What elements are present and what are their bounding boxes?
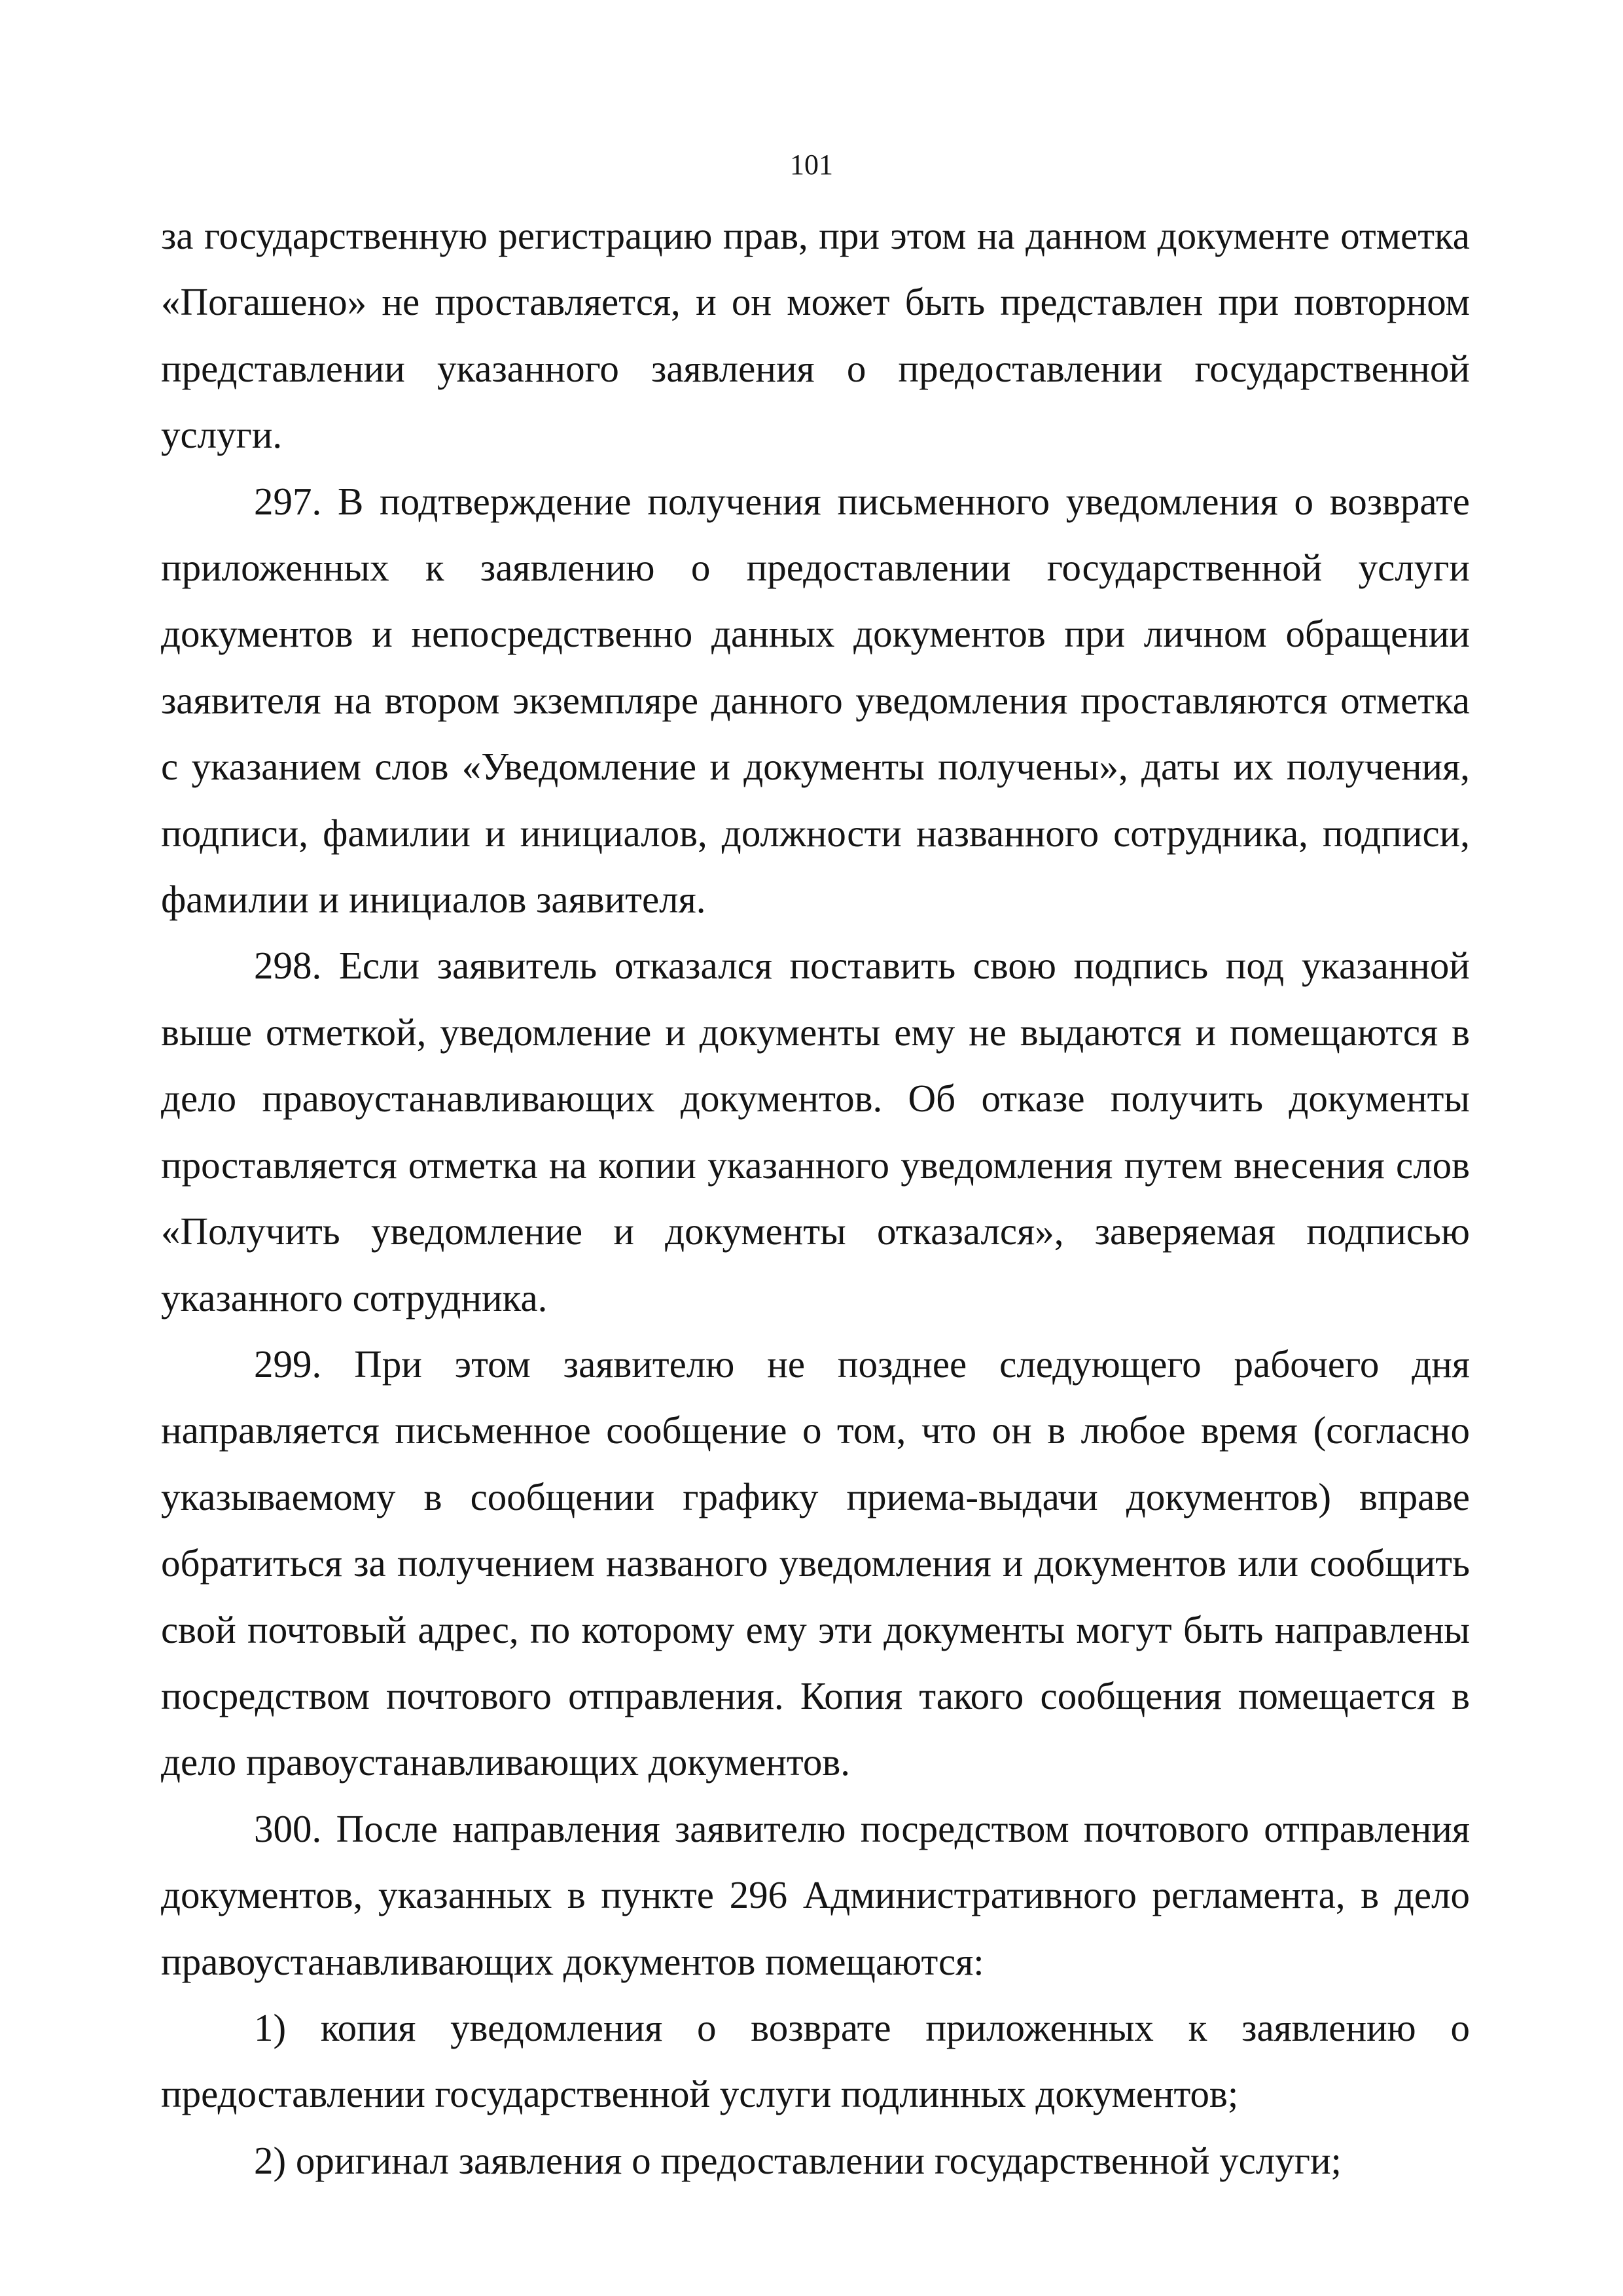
paragraph-298: 298. Если заявитель отказался поставить свою подпись под указанной выше отметкой, уведомление и документы ему не выдаются и помещаются в дело правоустанавливающих документов. Об отказе получить документы проставляется отметка на копии указанного уведомления путем внесения слов «Получить уведомление и документы отказался», заверяемая подписью указанного сотрудника.	[161, 944, 1470, 1319]
paragraph-299: 299. При этом заявителю не позднее следующего рабочего дня направляется письменное сообщение о том, что он в любое время (согласно указываемому в сообщении графику приема-выдачи документов) вправе обратиться за получением названого уведомления и документов или сообщить свой почтовый адрес, по которому ему эти документы могут быть направлены посредством почтового отправления. Копия такого сообщения помещается в дело правоустанавливающих документов.	[161, 1342, 1470, 1784]
list-item-2: 2) оригинал заявления о предоставлении государственной услуги;	[254, 2138, 1342, 2182]
paragraph-297: 297. В подтверждение получения письменного уведомления о возврате приложенных к заявлению о предоставлении государственной услуги документов и непосредственно данных документов при личном обращении заявителя на втором экземпляре данного уведомления проставляются отметка с указанием слов «Уведомление и документы получены», даты их получения, подписи, фамилии и инициалов, должности названного сотрудника, подписи, фамилии и инициалов заявителя.	[161, 479, 1470, 922]
document-body	[161, 203, 1470, 2194]
paragraph-continuation: за государственную регистрацию прав, при этом на данном документе отметка «Погашено» не проставляется, и он может быть представлен при повторном представлении указанного заявления о предоставлении государственной услуги.	[161, 214, 1470, 457]
list-item-1: 1) копия уведомления о возврате приложенных к заявлению о предоставлении государственной услуги подлинных документов;	[161, 2005, 1470, 2116]
paragraph-300: 300. После направления заявителю посредством почтового отправления документов, указанных в пункте 296 Административного регламента, в дело правоустанавливающих документов помещаются:	[161, 1806, 1470, 1983]
page-number: 101	[790, 149, 833, 181]
